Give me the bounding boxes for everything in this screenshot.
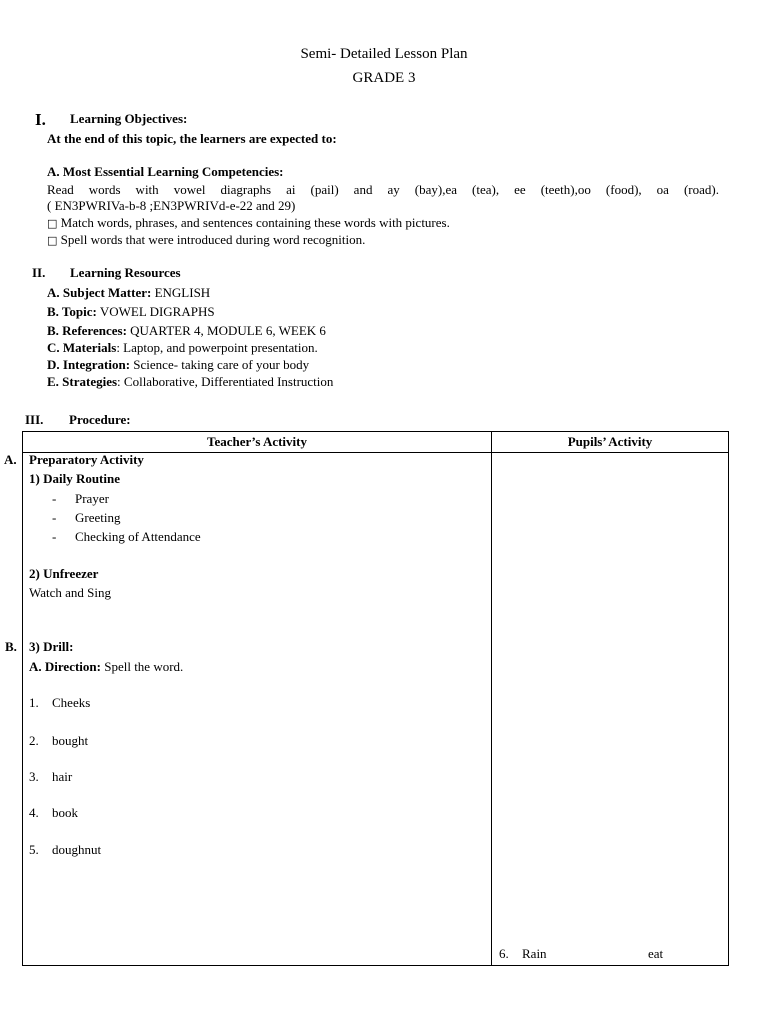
preparatory-activity-heading: Preparatory Activity xyxy=(29,452,144,467)
drill-heading: 3) Drill: xyxy=(29,639,74,654)
competency-line-2: ( EN3PWRIVa-b-8 ;EN3PWRIVd-e-22 and 29) xyxy=(47,198,296,213)
procedure-table xyxy=(22,431,729,966)
lesson-plan-title: Semi- Detailed Lesson Plan xyxy=(300,46,468,62)
competency-line-1: Read words with vowel diagraphs ai (pail) and ay (bay),ea (tea), ee (teeth),oo (food), oa (road). xyxy=(47,182,719,197)
drill-direction: A. Direction: Spell the word. xyxy=(29,659,184,674)
drill-item: 3. hair xyxy=(29,769,73,784)
objective-text: Spell words that were introduced during word recognition. xyxy=(60,232,366,247)
resource-materials: C. Materials: Laptop, and powerpoint presentation. xyxy=(47,340,318,355)
checkbox-bullet-icon: □ xyxy=(47,217,58,230)
section1-heading: Learning Objectives: xyxy=(70,111,188,126)
drill-item: 5. doughnut xyxy=(29,842,102,857)
pupils-activity-header: Pupils’ Activity xyxy=(492,432,729,453)
drill-item: 4. book xyxy=(29,805,78,820)
marker-b: B. xyxy=(5,639,17,654)
resource-topic: B. Topic: VOWEL DIGRAPHS xyxy=(47,304,215,319)
drill-item: 1. Cheeks xyxy=(29,695,91,710)
section3-heading: Procedure: xyxy=(69,412,131,427)
pupils-activity-cell xyxy=(492,453,729,966)
resource-integration: D. Integration: Science- taking care of your body xyxy=(47,357,310,372)
routine-item: - Greeting xyxy=(52,510,121,525)
objective-bullet-1 xyxy=(47,215,450,231)
section1-numeral: I. xyxy=(35,110,46,129)
section2-numeral: II. xyxy=(32,265,46,280)
checkbox-bullet-icon: □ xyxy=(47,234,58,247)
section1-intro: At the end of this topic, the learners are expected to: xyxy=(47,131,337,146)
resource-strategies: E. Strategies: Collaborative, Differentiated Instruction xyxy=(47,374,334,389)
section2-heading: Learning Resources xyxy=(70,265,181,280)
routine-item: - Prayer xyxy=(52,491,109,506)
teacher-activity-header: Teacher’s Activity xyxy=(23,432,492,453)
section3-numeral: III. xyxy=(25,412,44,427)
pupil-item: 6. Rain eat xyxy=(499,946,664,961)
competencies-heading: A. Most Essential Learning Competencies: xyxy=(47,164,284,179)
unfreezer-heading: 2) Unfreezer xyxy=(29,566,99,581)
objective-bullet-2 xyxy=(47,232,365,248)
daily-routine-heading: 1) Daily Routine xyxy=(29,471,120,486)
objective-text: Match words, phrases, and sentences containing these words with pictures. xyxy=(60,215,450,230)
marker-a: A. xyxy=(4,452,17,467)
resource-subject-matter: A. Subject Matter: ENGLISH xyxy=(47,285,211,300)
grade-label: GRADE 3 xyxy=(352,70,416,86)
routine-item: - Checking of Attendance xyxy=(52,529,201,544)
drill-item: 2. bought xyxy=(29,733,89,748)
watch-and-sing-text: Watch and Sing xyxy=(29,585,111,600)
resource-references: B. References: QUARTER 4, MODULE 6, WEEK 6 xyxy=(47,323,326,338)
